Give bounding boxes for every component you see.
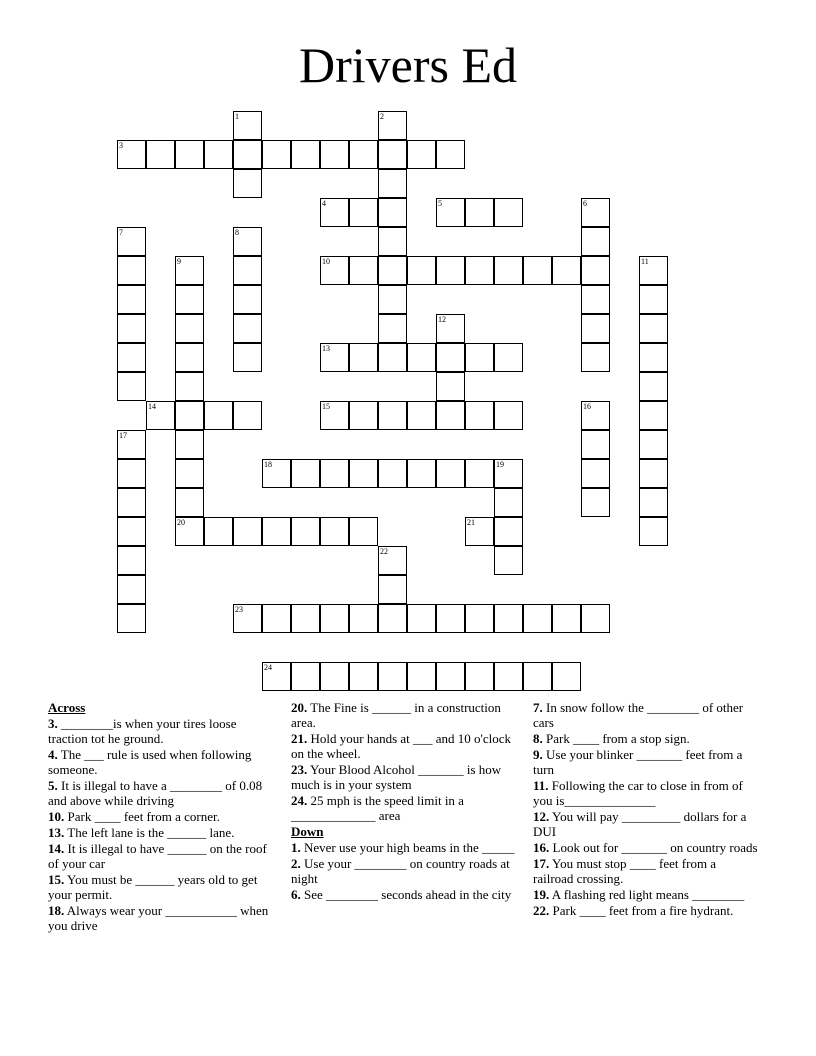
clue-item — [48, 841, 274, 871]
grid-cell[interactable] — [639, 314, 668, 343]
grid-cell[interactable] — [465, 604, 494, 633]
grid-cell[interactable] — [378, 662, 407, 691]
cell-number: 22 — [380, 547, 388, 556]
grid-cell[interactable] — [233, 256, 262, 285]
cell-number: 3 — [119, 141, 123, 150]
clue-number: 11. — [533, 778, 549, 793]
cell-number: 17 — [119, 431, 127, 440]
grid-cell[interactable] — [523, 256, 552, 285]
grid-cell[interactable] — [349, 401, 378, 430]
grid-cell[interactable] — [233, 227, 262, 256]
clue-item — [48, 903, 274, 933]
grid-cell[interactable] — [378, 285, 407, 314]
grid-cell[interactable] — [117, 343, 146, 372]
grid-cell[interactable] — [320, 401, 349, 430]
clue-item — [48, 778, 274, 808]
grid-cell[interactable] — [291, 604, 320, 633]
grid-cell[interactable] — [494, 604, 523, 633]
grid-cell[interactable] — [349, 459, 378, 488]
clue-text: Following the car to close in from of you is______________ — [533, 778, 743, 808]
clue-text: Hold your hands at ___ and 10 o'clock on the wheel. — [291, 731, 512, 761]
grid-cell[interactable] — [320, 198, 349, 227]
grid-cell[interactable] — [117, 517, 146, 546]
clue-number: 14. — [48, 841, 65, 856]
grid-cell[interactable] — [320, 256, 349, 285]
cell-number: 2 — [380, 112, 384, 121]
clue-column-2 — [291, 700, 517, 903]
grid-cell[interactable] — [581, 227, 610, 256]
grid-cell[interactable] — [436, 198, 465, 227]
grid-cell[interactable] — [146, 401, 175, 430]
clue-item — [533, 700, 759, 730]
grid-cell[interactable] — [204, 401, 233, 430]
clue-number: 15. — [48, 872, 65, 887]
grid-cell[interactable] — [465, 401, 494, 430]
cell-number: 15 — [322, 402, 330, 411]
clue-text: The Fine is ______ in a construction area. — [291, 700, 501, 730]
grid-cell[interactable] — [407, 604, 436, 633]
grid-cell[interactable] — [378, 604, 407, 633]
clue-item — [291, 840, 517, 855]
clue-number: 10. — [48, 809, 65, 824]
grid-cell[interactable] — [378, 314, 407, 343]
grid-cell[interactable] — [378, 575, 407, 604]
grid-cell[interactable] — [204, 517, 233, 546]
clue-number: 24. — [291, 793, 308, 808]
cell-number: 21 — [467, 518, 475, 527]
grid-cell[interactable] — [407, 256, 436, 285]
grid-cell[interactable] — [639, 401, 668, 430]
grid-cell[interactable] — [581, 198, 610, 227]
cell-number: 9 — [177, 257, 181, 266]
grid-cell[interactable] — [407, 401, 436, 430]
grid-cell[interactable] — [291, 140, 320, 169]
clue-item — [291, 700, 517, 730]
grid-cell[interactable] — [349, 140, 378, 169]
grid-cell[interactable] — [639, 343, 668, 372]
grid-cell[interactable] — [523, 604, 552, 633]
across-heading: Across — [48, 700, 86, 715]
grid-cell[interactable] — [233, 314, 262, 343]
grid-cell[interactable] — [233, 285, 262, 314]
cell-number: 8 — [235, 228, 239, 237]
grid-cell[interactable] — [175, 285, 204, 314]
clue-number: 21. — [291, 731, 308, 746]
clue-item — [48, 825, 274, 840]
clue-text: Never use your high beams in the _____ — [300, 840, 515, 855]
clue-item — [533, 856, 759, 886]
grid-cell[interactable] — [581, 256, 610, 285]
grid-cell[interactable] — [320, 662, 349, 691]
grid-cell[interactable] — [349, 517, 378, 546]
grid-cell[interactable] — [581, 314, 610, 343]
cell-number: 4 — [322, 199, 326, 208]
grid-cell[interactable] — [349, 343, 378, 372]
grid-cell[interactable] — [465, 459, 494, 488]
clue-text: You must stop ____ feet from a railroad crossing. — [533, 856, 717, 886]
clue-number: 9. — [533, 747, 543, 762]
grid-cell[interactable] — [407, 343, 436, 372]
grid-cell[interactable] — [262, 604, 291, 633]
grid-cell[interactable] — [639, 517, 668, 546]
grid-cell[interactable] — [494, 459, 523, 488]
grid-cell[interactable] — [233, 140, 262, 169]
grid-cell[interactable] — [494, 198, 523, 227]
grid-cell[interactable] — [581, 459, 610, 488]
clue-item — [533, 840, 759, 855]
grid-cell[interactable] — [378, 198, 407, 227]
cell-number: 5 — [438, 199, 442, 208]
cell-number: 11 — [641, 257, 649, 266]
clue-text: It is illegal to have ______ on the roof of your car — [48, 841, 267, 871]
grid-cell[interactable] — [552, 256, 581, 285]
grid-cell[interactable] — [117, 140, 146, 169]
grid-cell[interactable] — [175, 517, 204, 546]
clue-number: 16. — [533, 840, 550, 855]
cell-number: 1 — [235, 112, 239, 121]
clue-number: 17. — [533, 856, 550, 871]
clue-text: Always wear your ___________ when you drive — [48, 903, 269, 933]
grid-cell[interactable] — [320, 517, 349, 546]
grid-cell[interactable] — [349, 604, 378, 633]
grid-cell[interactable] — [465, 198, 494, 227]
cell-number: 16 — [583, 402, 591, 411]
grid-cell[interactable] — [175, 401, 204, 430]
grid-cell[interactable] — [262, 662, 291, 691]
cell-number: 7 — [119, 228, 123, 237]
clue-text: ________is when your tires loose traction tot he ground. — [48, 716, 237, 746]
clue-text: The left lane is the ______ lane. — [64, 825, 235, 840]
cell-number: 18 — [264, 460, 272, 469]
grid-cell[interactable] — [320, 459, 349, 488]
grid-cell[interactable] — [436, 372, 465, 401]
grid-cell[interactable] — [581, 401, 610, 430]
grid-cell[interactable] — [436, 256, 465, 285]
grid-cell[interactable] — [465, 662, 494, 691]
grid-cell[interactable] — [436, 459, 465, 488]
grid-cell[interactable] — [407, 459, 436, 488]
grid-cell[interactable] — [233, 169, 262, 198]
clue-number: 8. — [533, 731, 543, 746]
grid-cell[interactable] — [523, 662, 552, 691]
grid-cell[interactable] — [204, 140, 233, 169]
grid-cell[interactable] — [581, 285, 610, 314]
grid-cell[interactable] — [233, 517, 262, 546]
grid-cell[interactable] — [378, 401, 407, 430]
grid-cell[interactable] — [639, 372, 668, 401]
clue-item — [533, 903, 759, 918]
grid-cell[interactable] — [465, 517, 494, 546]
grid-cell[interactable] — [378, 343, 407, 372]
grid-cell[interactable] — [291, 517, 320, 546]
clue-number: 3. — [48, 716, 58, 731]
clue-item — [533, 778, 759, 808]
clue-number: 7. — [533, 700, 543, 715]
clue-item — [291, 731, 517, 761]
grid-cell[interactable] — [494, 343, 523, 372]
clue-number: 18. — [48, 903, 65, 918]
clue-text: Park ____ from a stop sign. — [542, 731, 690, 746]
grid-cell[interactable] — [436, 662, 465, 691]
grid-cell[interactable] — [262, 459, 291, 488]
grid-cell[interactable] — [117, 546, 146, 575]
grid-cell[interactable] — [494, 546, 523, 575]
grid-cell[interactable] — [233, 604, 262, 633]
clue-text: Use your blinker _______ feet from a turn — [533, 747, 743, 777]
clue-text: 25 mph is the speed limit in a _____________ area — [291, 793, 464, 823]
grid-cell[interactable] — [494, 662, 523, 691]
clue-number: 5. — [48, 778, 58, 793]
clue-number: 22. — [533, 903, 550, 918]
grid-cell[interactable] — [233, 111, 262, 140]
grid-cell[interactable] — [117, 488, 146, 517]
grid-cell[interactable] — [639, 285, 668, 314]
clue-number: 13. — [48, 825, 65, 840]
clue-item — [48, 809, 274, 824]
clue-text: It is illegal to have a ________ of 0.08 and above while driving — [48, 778, 263, 808]
clue-column-3 — [533, 700, 759, 919]
grid-cell[interactable] — [117, 459, 146, 488]
grid-cell[interactable] — [117, 256, 146, 285]
clue-column-1 — [48, 700, 274, 934]
clue-item — [48, 747, 274, 777]
clue-text: Park ____ feet from a fire hydrant. — [549, 903, 734, 918]
clue-item — [291, 887, 517, 902]
grid-cell[interactable] — [349, 198, 378, 227]
grid-cell[interactable] — [175, 314, 204, 343]
grid-cell[interactable] — [378, 111, 407, 140]
grid-cell[interactable] — [494, 256, 523, 285]
grid-cell[interactable] — [175, 343, 204, 372]
grid-cell[interactable] — [378, 140, 407, 169]
grid-cell[interactable] — [494, 517, 523, 546]
clue-number: 12. — [533, 809, 550, 824]
grid-cell[interactable] — [494, 401, 523, 430]
grid-cell[interactable] — [552, 604, 581, 633]
grid-cell[interactable] — [117, 314, 146, 343]
grid-cell[interactable] — [436, 604, 465, 633]
grid-cell[interactable] — [436, 140, 465, 169]
clue-number: 2. — [291, 856, 301, 871]
grid-cell[interactable] — [117, 430, 146, 459]
cell-number: 13 — [322, 344, 330, 353]
grid-cell[interactable] — [320, 604, 349, 633]
grid-cell[interactable] — [117, 285, 146, 314]
grid-cell[interactable] — [175, 430, 204, 459]
grid-cell[interactable] — [146, 140, 175, 169]
clue-number: 6. — [291, 887, 301, 902]
grid-cell[interactable] — [639, 256, 668, 285]
grid-cell[interactable] — [175, 256, 204, 285]
grid-cell[interactable] — [465, 256, 494, 285]
clue-item — [291, 856, 517, 886]
clue-text: In snow follow the ________ of other cars — [533, 700, 744, 730]
grid-cell[interactable] — [581, 488, 610, 517]
clue-text: You must be ______ years old to get your permit. — [48, 872, 258, 902]
clue-item — [291, 793, 517, 823]
grid-cell[interactable] — [436, 401, 465, 430]
grid-cell[interactable] — [175, 488, 204, 517]
clue-item — [533, 731, 759, 746]
grid-cell[interactable] — [378, 546, 407, 575]
grid-cell[interactable] — [407, 140, 436, 169]
cell-number: 10 — [322, 257, 330, 266]
grid-cell[interactable] — [117, 575, 146, 604]
grid-cell[interactable] — [581, 430, 610, 459]
grid-cell[interactable] — [639, 430, 668, 459]
grid-cell[interactable] — [436, 314, 465, 343]
clue-item — [533, 747, 759, 777]
grid-cell[interactable] — [117, 372, 146, 401]
grid-cell[interactable] — [378, 169, 407, 198]
grid-cell[interactable] — [233, 401, 262, 430]
grid-cell[interactable] — [320, 140, 349, 169]
clue-number: 1. — [291, 840, 301, 855]
grid-cell[interactable] — [117, 227, 146, 256]
grid-cell[interactable] — [378, 256, 407, 285]
grid-cell[interactable] — [639, 459, 668, 488]
grid-cell[interactable] — [494, 488, 523, 517]
grid-cell[interactable] — [378, 227, 407, 256]
clue-text: Look out for _______ on country roads — [549, 840, 758, 855]
cell-number: 24 — [264, 663, 272, 672]
grid-cell[interactable] — [639, 488, 668, 517]
cell-number: 14 — [148, 402, 156, 411]
grid-cell[interactable] — [175, 140, 204, 169]
grid-cell[interactable] — [349, 256, 378, 285]
grid-cell[interactable] — [407, 662, 436, 691]
cell-number: 23 — [235, 605, 243, 614]
grid-cell[interactable] — [581, 604, 610, 633]
cell-number: 12 — [438, 315, 446, 324]
grid-cell[interactable] — [349, 662, 378, 691]
clue-item — [533, 809, 759, 839]
clue-text: Your Blood Alcohol _______ is how much is in your system — [291, 762, 502, 792]
clue-text: Use your ________ on country roads at night — [291, 856, 510, 886]
clue-number: 4. — [48, 747, 58, 762]
grid-cell[interactable] — [262, 517, 291, 546]
clue-text: You will pay _________ dollars for a DUI — [533, 809, 747, 839]
grid-cell[interactable] — [320, 343, 349, 372]
clue-number: 23. — [291, 762, 308, 777]
clue-item — [533, 887, 759, 902]
clue-item — [291, 762, 517, 792]
clue-text: A flashing red light means ________ — [549, 887, 745, 902]
clue-item — [48, 716, 274, 746]
grid-cell[interactable] — [436, 343, 465, 372]
clue-number: 19. — [533, 887, 550, 902]
down-heading: Down — [291, 824, 324, 839]
grid-cell[interactable] — [465, 343, 494, 372]
cell-number: 20 — [177, 518, 185, 527]
grid-cell[interactable] — [233, 343, 262, 372]
grid-cell[interactable] — [552, 662, 581, 691]
cell-number: 6 — [583, 199, 587, 208]
clue-text: The ___ rule is used when following someone. — [48, 747, 252, 777]
grid-cell[interactable] — [117, 604, 146, 633]
grid-cell[interactable] — [581, 343, 610, 372]
grid-cell[interactable] — [175, 372, 204, 401]
clue-item — [48, 872, 274, 902]
puzzle-title: Drivers Ed — [299, 37, 517, 93]
grid-cell[interactable] — [262, 140, 291, 169]
grid-cell[interactable] — [175, 459, 204, 488]
grid-cell[interactable] — [291, 662, 320, 691]
clue-text: See ________ seconds ahead in the city — [300, 887, 512, 902]
clue-number: 20. — [291, 700, 308, 715]
grid-cell[interactable] — [378, 459, 407, 488]
cell-number: 19 — [496, 460, 504, 469]
clue-text: Park ____ feet from a corner. — [64, 809, 220, 824]
grid-cell[interactable] — [291, 459, 320, 488]
